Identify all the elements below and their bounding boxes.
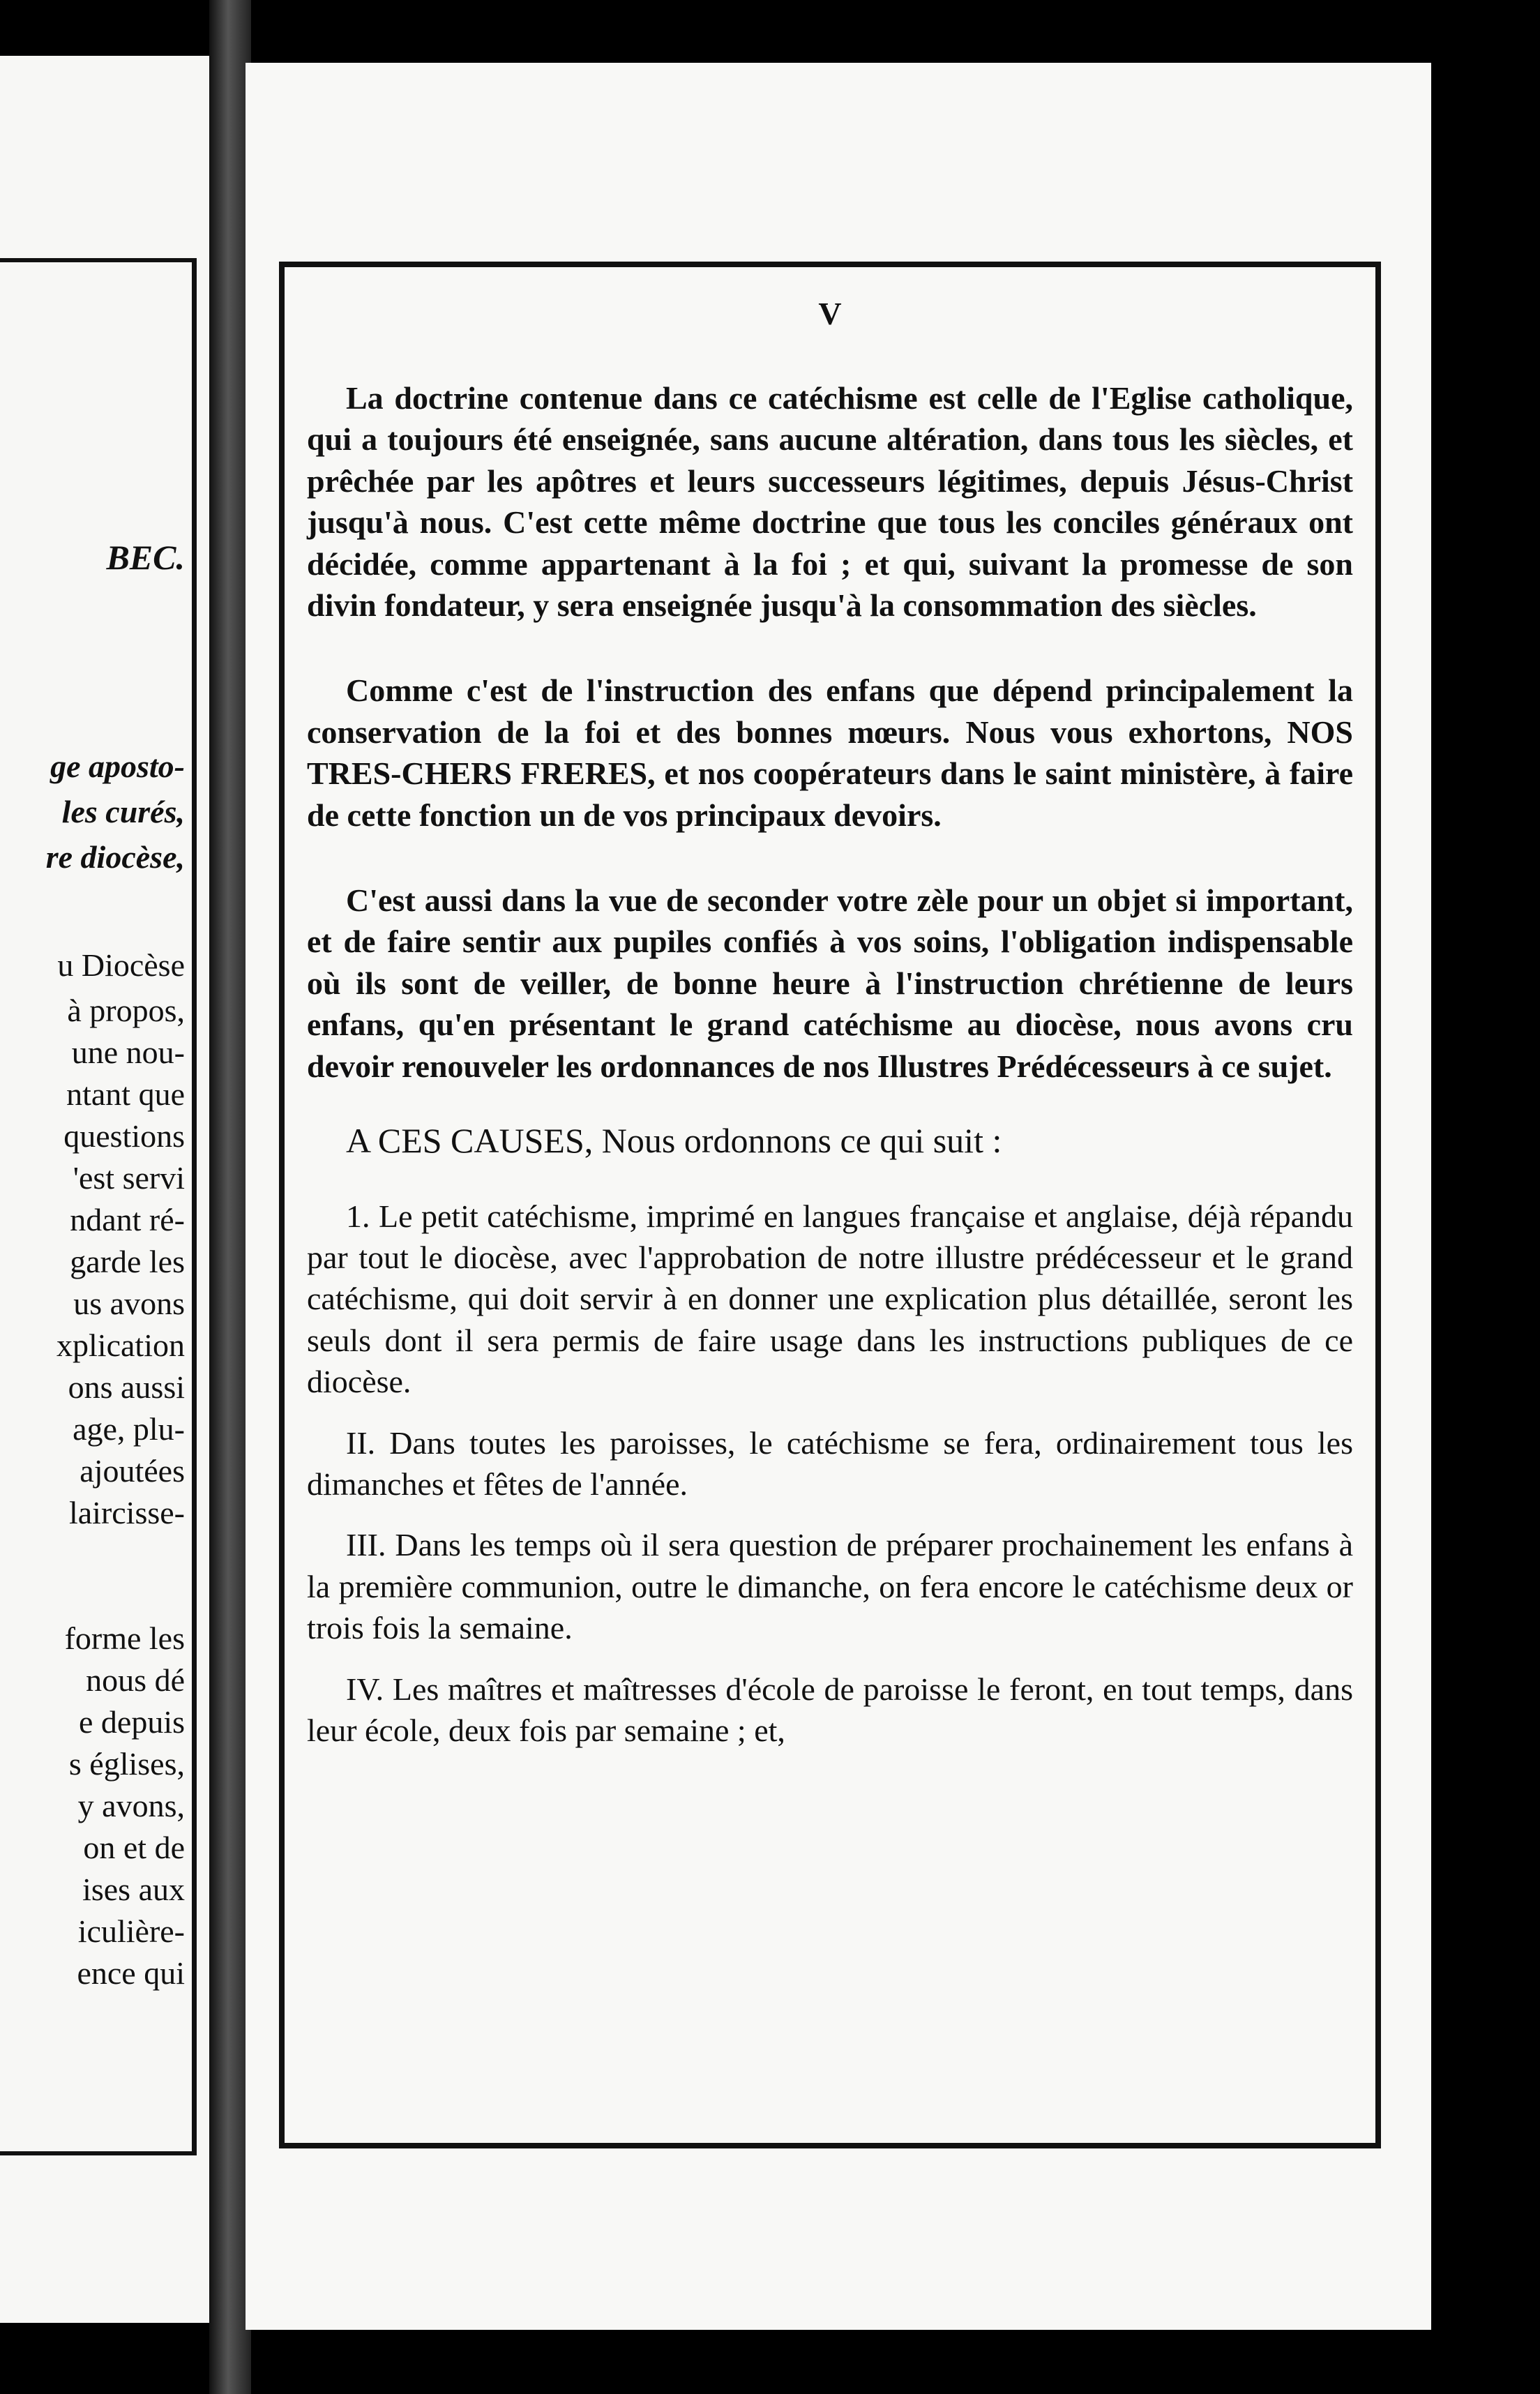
left-page-line: ndant ré- [70,1202,185,1237]
left-page-line: questions [63,1118,185,1154]
left-page-line: ence qui [77,1955,185,1991]
left-page-line: y avons, [77,1788,185,1823]
left-page-line: ge aposto- [50,748,185,784]
page-content [307,289,1353,1751]
left-page-line: nous dé [86,1662,185,1698]
left-page-line: ajoutées [80,1453,185,1489]
left-page-line: s églises, [68,1746,185,1782]
left-page-line: ons aussi [68,1369,185,1405]
book-gutter [209,0,251,2394]
left-page-line: ntant que [66,1076,185,1112]
paragraph-instruction-enfans: Comme c'est de l'instruction des enfans que dépend principalement la conservation de la foi et des bonnes mœurs. Nous vous exhortons, NOS TRES-CHERS FRERES, et nos coopérateurs dans le saint ministère, à faire de cette fonction un de vos principaux devoirs. [307,672,1353,833]
left-page-line: les curés, [61,794,185,829]
left-page-line: 'est servi [73,1160,185,1196]
left-page-line: à propos, [67,993,185,1028]
paragraph-article-2: II. Dans toutes les paroisses, le catéchisme se fera, ordinairement tous les dimanches et fêtes de l'année. [307,1424,1353,1502]
left-page-line: BEC. [106,538,185,577]
left-page-line: on et de [83,1830,185,1865]
left-page-line: e depuis [78,1704,185,1740]
paragraph-doctrine: La doctrine contenue dans ce catéchisme est celle de l'Eglise catholique, qui a toujours été enseignée, sans aucune altération, dans tous les siècles, et prêchée par les apôtres et leurs successeurs légitimes, depuis Jésus-Christ jusqu'à nous. C'est cette même doctrine que tous les conciles généraux ont décidée, comme appartenant à la foi ; et qui, suivant la promesse de son divin fondateur, y sera enseignée jusqu'à la consommation des siècles. [307,380,1353,624]
left-page-line: age, plu- [73,1411,185,1447]
paragraph-article-4: IV. Les maîtres et maîtresses d'école de paroisse le feront, en tout temps, dans leur école, deux fois par semaine ; et, [307,1671,1353,1748]
paragraph-seconder-zele: C'est aussi dans la vue de seconder votre zèle pour un objet si important, et de faire sentir aux pupiles confiés à vos soins, l'obligation indispensable où ils sont de veiller, de bonne heure à l'instruction chrétienne de leurs enfans, qu'en présentant le grand catéchisme au diocèse, nous avons cru devoir renouveler les ordonnances de nos Illustres Prédécesseurs à ce sujet. [307,882,1353,1084]
left-page-line: une nou- [71,1034,185,1070]
left-page-line: ises aux [82,1872,185,1907]
left-page-line: xplication [56,1327,185,1363]
paragraph-article-3: III. Dans les temps où il sera question de préparer prochainement les enfans à la première communion, outre le dimanche, on fera encore le catéchisme deux or trois fois la semaine. [307,1527,1353,1646]
left-page-line: us avons [73,1286,185,1321]
left-page-line: forme les [64,1620,185,1656]
left-page-line: re diocèse, [45,839,185,875]
left-page-line: laircisse- [68,1495,185,1530]
paragraph-article-1: 1. Le petit catéchisme, imprimé en langues française et anglaise, déjà répandu par tout le diocèse, avec l'approbation de notre illustre prédécesseur et le grand catéchisme, qui doit servir à en donner une explication plus détaillée, seront les seuls dont il sera permis de faire usage dans les instructions publiques de ce diocèse. [307,1198,1353,1400]
page-number: V [818,296,842,331]
left-page-line: garde les [70,1244,185,1279]
left-page-line: iculière- [77,1913,185,1949]
paragraph-a-ces-causes: A CES CAUSES, Nous ordonnons ce qui suit : [346,1121,1002,1161]
left-page-line: u Diocèse [57,947,185,983]
